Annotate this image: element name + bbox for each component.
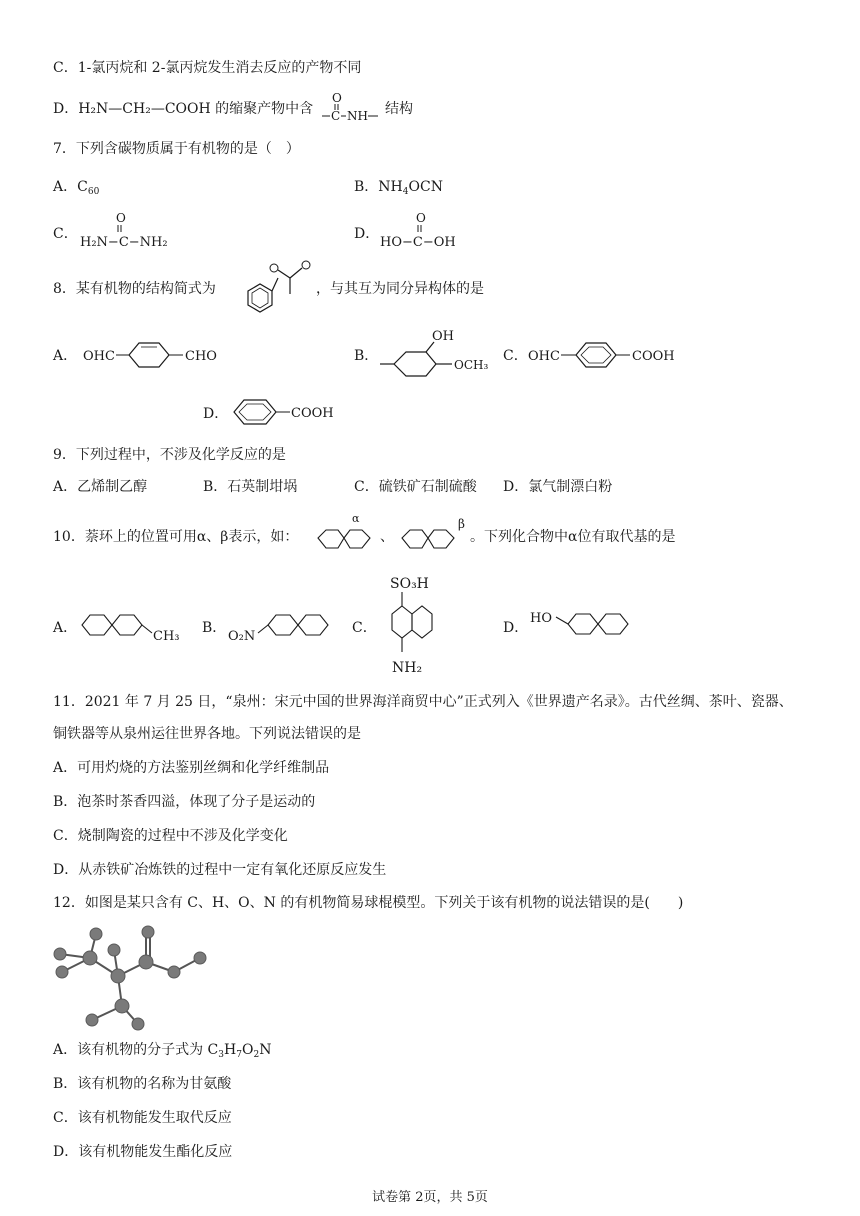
beta-label: β [458, 517, 465, 531]
page-footer: 试卷第 2页，共 5页 [372, 1190, 488, 1205]
amino-label: NH₂ [392, 660, 423, 676]
alpha-label: α [352, 512, 360, 525]
option-label: B． [354, 179, 379, 195]
q10-separator: 、 [380, 529, 394, 545]
atom-ball [194, 952, 206, 964]
carbonic-formula: HO−C−OH [380, 235, 456, 250]
q12-option-d: D．该有机物能发生酯化反应 [53, 1144, 233, 1160]
urea-structure [80, 210, 180, 250]
q11-stem-line1: 11．2021 年 7 月 25 日，“泉州：宋元中国的世界海洋商贸中心”正式列入《世界遗产名录》。古代丝绸、茶叶、瓷器、 [53, 694, 793, 710]
atom-ball [54, 948, 66, 960]
q11-option-b: B．泡茶时茶香四溢，体现了分子是运动的 [53, 794, 316, 810]
formula-c60: C [77, 179, 88, 195]
q10-option-b-label: B． [202, 620, 227, 636]
formula-part: N [259, 1042, 272, 1058]
sulfonic-acid-label: SO₃H [390, 576, 429, 592]
cyclohexadiene-dialdehyde-structure [83, 333, 223, 377]
peptide-carbon-label: C [331, 109, 341, 123]
formula-part: O [241, 1042, 254, 1058]
q8-stem-pre: 8．某有机物的结构简式为 [53, 281, 216, 297]
naphthalene-alpha-structure [314, 512, 374, 556]
option-a-text: A．该有机物的分子式为 C [53, 1042, 219, 1058]
atom-ball [168, 966, 180, 978]
peptide-fragment-structure [322, 90, 382, 122]
subscript: 60 [87, 187, 100, 197]
aldehyde-left: OHC [83, 349, 115, 364]
formula-part: NH [378, 179, 403, 195]
atom-ball [115, 999, 129, 1013]
aminonaphthalenesulfonic-acid-structure [376, 572, 466, 680]
phenyl-acetate-structure [230, 256, 316, 316]
naphthol-structure [530, 600, 640, 648]
q11-option-c: C．烧制陶瓷的过程中不涉及化学变化 [53, 828, 288, 844]
methoxy-cyclohexanol-structure [380, 320, 500, 384]
carboxyl-group: COOH [632, 349, 675, 364]
q6-option-c: C．1-氯丙烷和 2-氯丙烷发生消去反应的产物不同 [53, 60, 362, 76]
aldehyde-group: OHC [528, 349, 560, 364]
q8-option-d-label: D． [203, 406, 229, 422]
q6-option-d-post: 结构 [385, 101, 413, 117]
q9-stem: 9．下列过程中，不涉及化学反应的是 [53, 447, 286, 463]
methoxy-label: OCH₃ [454, 358, 489, 372]
q11-stem-line2: 铜铁器等从泉州运往世界各地。下列说法错误的是 [53, 726, 361, 742]
nitro-label: O₂N [228, 629, 256, 644]
q10-stem-pre: 10．萘环上的位置可用α、β表示，如： [53, 529, 299, 545]
q10-option-a-label: A． [53, 620, 78, 636]
subscript: 7 [236, 1050, 242, 1060]
q7-stem: 7．下列含碳物质属于有机物的是（ ） [53, 141, 300, 157]
q6-option-d-text: D．H₂N—CH₂—COOH 的缩聚产物中含 [53, 101, 314, 117]
subscript: 2 [253, 1050, 260, 1060]
atom-ball [108, 944, 120, 956]
atom-ball [83, 951, 97, 965]
q8-option-b-label: B． [354, 348, 379, 364]
q10-stem-post: 。下列化合物中α位有取代基的是 [470, 529, 676, 545]
carboxyl-group: COOH [291, 406, 334, 421]
atom-ball [132, 1018, 144, 1030]
atom-ball [56, 966, 68, 978]
peptide-oxygen-label: O [332, 91, 342, 105]
methyl-label: CH₃ [153, 629, 180, 644]
benzoic-acid-structure [228, 390, 348, 434]
nitronaphthalene-structure [228, 605, 340, 647]
q12-option-a [53, 1040, 271, 1065]
q7-option-b [354, 177, 443, 202]
subscript: 3 [218, 1050, 225, 1060]
q9-option-a: A．乙烯制乙醇 [53, 479, 148, 495]
methylnaphthalene-structure [78, 605, 190, 647]
q10-option-d-label: D． [503, 620, 529, 636]
q9-option-d: D．氯气制漂白粉 [503, 479, 613, 495]
carbonic-acid-structure [380, 210, 480, 250]
q11-option-a: A．可用灼烧的方法鉴别丝绸和化学纤维制品 [53, 760, 330, 776]
aldehyde-right: CHO [185, 349, 217, 364]
hydroxyl-label: OH [432, 329, 454, 344]
urea-formula: H₂N−C−NH₂ [80, 235, 168, 250]
formula-part: H [224, 1042, 237, 1058]
formula-part: OCN [408, 179, 443, 195]
carbonic-oxygen: O [416, 211, 426, 225]
peptide-nh-label: NH [347, 109, 368, 123]
atom-ball [111, 969, 125, 983]
q11-option-d: D．从赤铁矿冶炼铁的过程中一定有氧化还原反应发生 [53, 862, 387, 878]
naphthalene-beta-structure [398, 512, 470, 556]
atom-ball [142, 926, 154, 938]
urea-oxygen: O [116, 211, 126, 225]
q12-stem: 12．如图是某只含有 C、H、O、N 的有机物简易球棍模型。下列关于该有机物的说法错误的是( ) [53, 895, 684, 911]
option-label: A． [53, 179, 78, 195]
q7-option-a [53, 177, 99, 202]
q12-option-b: B．该有机物的名称为甘氨酸 [53, 1076, 232, 1092]
q7-option-d-label: D． [354, 226, 380, 242]
atom-ball [90, 928, 102, 940]
q8-stem-post: ，与其互为同分异构体的是 [316, 281, 484, 297]
atom-ball [139, 955, 153, 969]
q9-option-c: C．硫铁矿石制硫酸 [354, 479, 477, 495]
q12-option-c: C．该有机物能发生取代反应 [53, 1110, 232, 1126]
formylbenzoic-acid-structure [528, 333, 688, 377]
q8-option-a-label: A． [53, 348, 78, 364]
atom-ball [86, 1014, 98, 1026]
q7-option-c-label: C． [53, 226, 78, 242]
hydroxyl-label: HO [530, 611, 552, 626]
q9-option-b: B．石英制坩埚 [203, 479, 298, 495]
q8-option-c-label: C． [503, 348, 528, 364]
ball-and-stick-model [50, 924, 220, 1034]
q10-option-c-label: C． [352, 620, 377, 636]
subscript: 4 [402, 187, 409, 197]
